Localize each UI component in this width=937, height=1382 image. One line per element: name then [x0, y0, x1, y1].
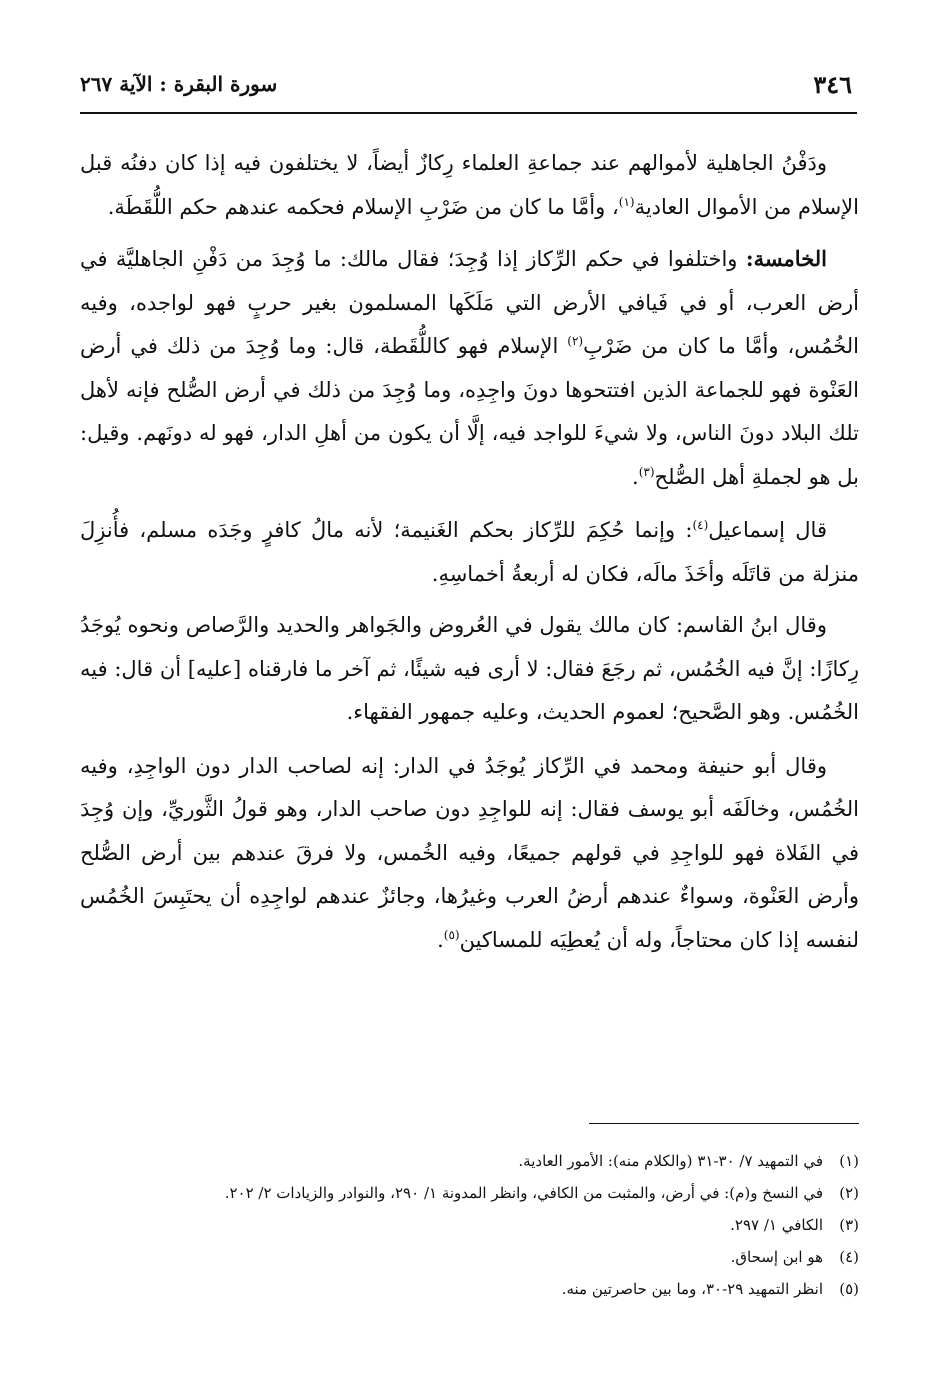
- footnote: (٥) انظر التمهيد ٢٩-٣٠، وما بين حاصرتين منه.: [561, 1280, 859, 1298]
- surah-title: سورة البقرة : الآية ٢٦٧: [80, 72, 278, 96]
- paragraph-3: قال إسماعيل$^{(٤)}$: وإنما حُكِمَ للرِّكاز بحكم الغَنيمة؛ لأنه مالُ كافرٍ وجَدَه مسلم، فأُنزِلَ منزلة من قاتَلَه وأخَذَ مالَه، فكان له أربعةُ أخماسِهِ.: [80, 518, 859, 586]
- page-header: [80, 70, 852, 104]
- paragraph-4: وقال ابنُ القاسم: كان مالك يقول في العُروض والجَواهر والحديد والرَّصاص ونحوه يُوجَدُ رِكازًا: إنَّ فيه الخُمُس، ثم رجَعَ فقال: لا أرى فيه شيئًا، ثم آخر ما فارقناه [عليه] أن قال: فيه الخُمُس. وهو الصَّحيح؛ لعموم الحديث، وعليه جمهور الفقهاء.: [80, 613, 859, 724]
- footnote: (٣) الكافي ١/ ٢٩٧.: [730, 1216, 859, 1234]
- footnote-ref-3[interactable]: (٣): [638, 464, 655, 479]
- footnote-ref-1[interactable]: (١): [618, 194, 635, 209]
- paragraph-5: وقال أبو حنيفة ومحمد في الرِّكاز يُوجَدُ في الدار: إنه لصاحب الدار دون الواجِدِ، وفيه الخُمُس، وخالَفَه أبو يوسف فقال: إنه للواجِدِ دون صاحب الدار، وهو قولُ الثَّوريِّ، وإن وُجِدَ في الفَلاة فهو للواجِدِ في قولهم جميعًا، وفيه الخُمس، ولا فرقَ عندهم بين أرض الصُّلح وأرض العَنْوة، وسواءٌ عندهم أرضُ العرب وغيرُها، وجائزٌ عندهم لواجِدِه أن يحتَبِسَ الخُمُس لنفسه إذا كان محتاجاً، وله أن يُعطِيَه للمساكين$^{(٥)}$.: [80, 753, 859, 952]
- header-rule: [80, 112, 857, 114]
- main-text: [80, 142, 859, 970]
- footnote: (١) في التمهيد ٧/ ٣٠-٣١ (والكلام منه): الأمور العادية.: [518, 1152, 859, 1170]
- footnote-ref-2[interactable]: (٢): [567, 334, 584, 348]
- footnote: (٢) في النسخ و(م): في أرض، والمثبت من الكافي، وانظر المدونة ١/ ٢٩٠، والنوادر والزيادات ٢/ ٢٠٢.: [224, 1184, 859, 1202]
- paragraph-2: الخامسة: واختلفوا في حكم الرِّكاز إذا وُجِدَ؛ فقال مالك: ما وُجِدَ من دَفْنِ الجاهليَّة في أرض العرب، أو في فَيافي الأرض التي مَلَكَها المسلمون بغير حربٍ فهو لواجده، وفيه الخُمُس، وأمَّا ما كان من ضَرْبِ$^{(٢)}$ الإسلام فهو كاللُّقَطة، قال: وما وُجِدَ من ذلك في أرض العَنْوة فهو للجماعة الذين افتتحوها دونَ واجِدِه، وما وُجِدَ من ذلك في أرض الصُّلح فإنه لأهل تلك البلاد دونَ الناس، ولا شيءَ للواجد فيه، إلَّا أن يكون من أهلِ الدار، فهو له دونَهم. وقيل: بل هو لجملةِ أهل الصُّلح$^{(٣)}$.: [80, 246, 859, 489]
- footnote-rule: [589, 1123, 859, 1124]
- footnotes: [80, 1145, 859, 1305]
- footnote: (٤) هو ابن إسحاق.: [730, 1248, 859, 1266]
- footnote-ref-4[interactable]: (٤): [692, 518, 709, 532]
- footnote-ref-5[interactable]: (٥): [443, 927, 460, 942]
- page-number: ٣٤٦: [813, 70, 852, 99]
- section-heading: الخامسة:: [745, 246, 827, 271]
- paragraph-1: ودَفْنُ الجاهلية لأموالهم عند جماعةِ العلماء رِكازٌ أيضاً، لا يختلفون فيه إذا كان دفنُه قبل الإسلام من الأموال العادية$^{(١)}$، وأمَّا ما كان من ضَرْبِ الإسلام فحكمه عندهم حكم اللُّقَطَة.: [80, 151, 859, 219]
